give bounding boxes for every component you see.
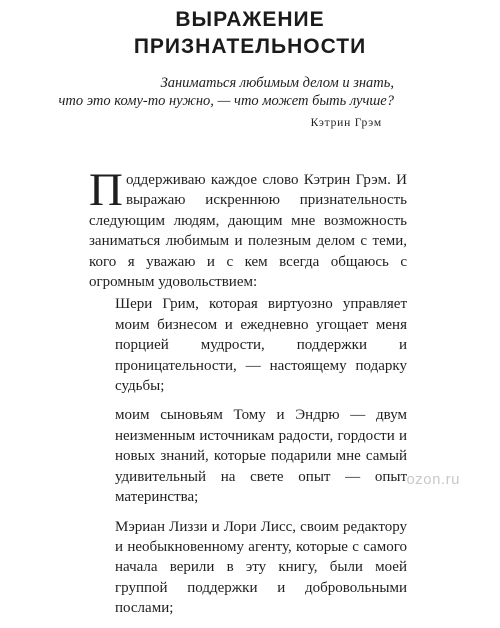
acknowledgement-item: моим сыновьям Тому и Эндрю — двум неизменным источникам радости, гордости и новых знаний, которые подарили мне самый удивительный на свете опыт — опыт материнства; [115,407,407,506]
acknowledgement-item: Шери Грим, которая виртуозно управляет моим бизнесом и ежедневно угощает меня порцией мудрости, поддержки и проницательности, — настоящему подарку судьбы; [115,296,407,395]
watermark: ozon.ru [406,471,460,488]
intro-paragraph [89,164,407,292]
title-line-2: ПРИЗНАТЕЛЬНОСТИ [133,35,367,58]
acknowledgement-list [89,294,407,618]
epigraph-line-2: что это кому-то нужно, — что может быть лучше? [58,93,394,109]
page-title [0,6,500,60]
body-text [89,164,407,628]
intro-text: оддерживаю каждое слово Кэтрин Грэм. И выражаю искреннюю признательность следующим людям, дающим мне возможность заниматься любимым и полезным делом с теми, кого я уважаю и с кем всегда общаюсь с огромным удовольствием: [89,172,407,291]
acknowledgement-item: Мэриан Лиззи и Лори Лисс, своим редактору и необыкновенному агенту, которые с самого начала верили в эту книгу, были моей группой поддержки и добровольными послами; [115,518,407,617]
epigraph-author: Кэтрин Грэм [310,117,382,129]
title-line-1: ВЫРАЖЕНИЕ [175,8,325,31]
epigraph [58,74,394,132]
drop-cap: П [89,164,123,216]
epigraph-line-1: Заниматься любимым делом и знать, [160,75,394,91]
